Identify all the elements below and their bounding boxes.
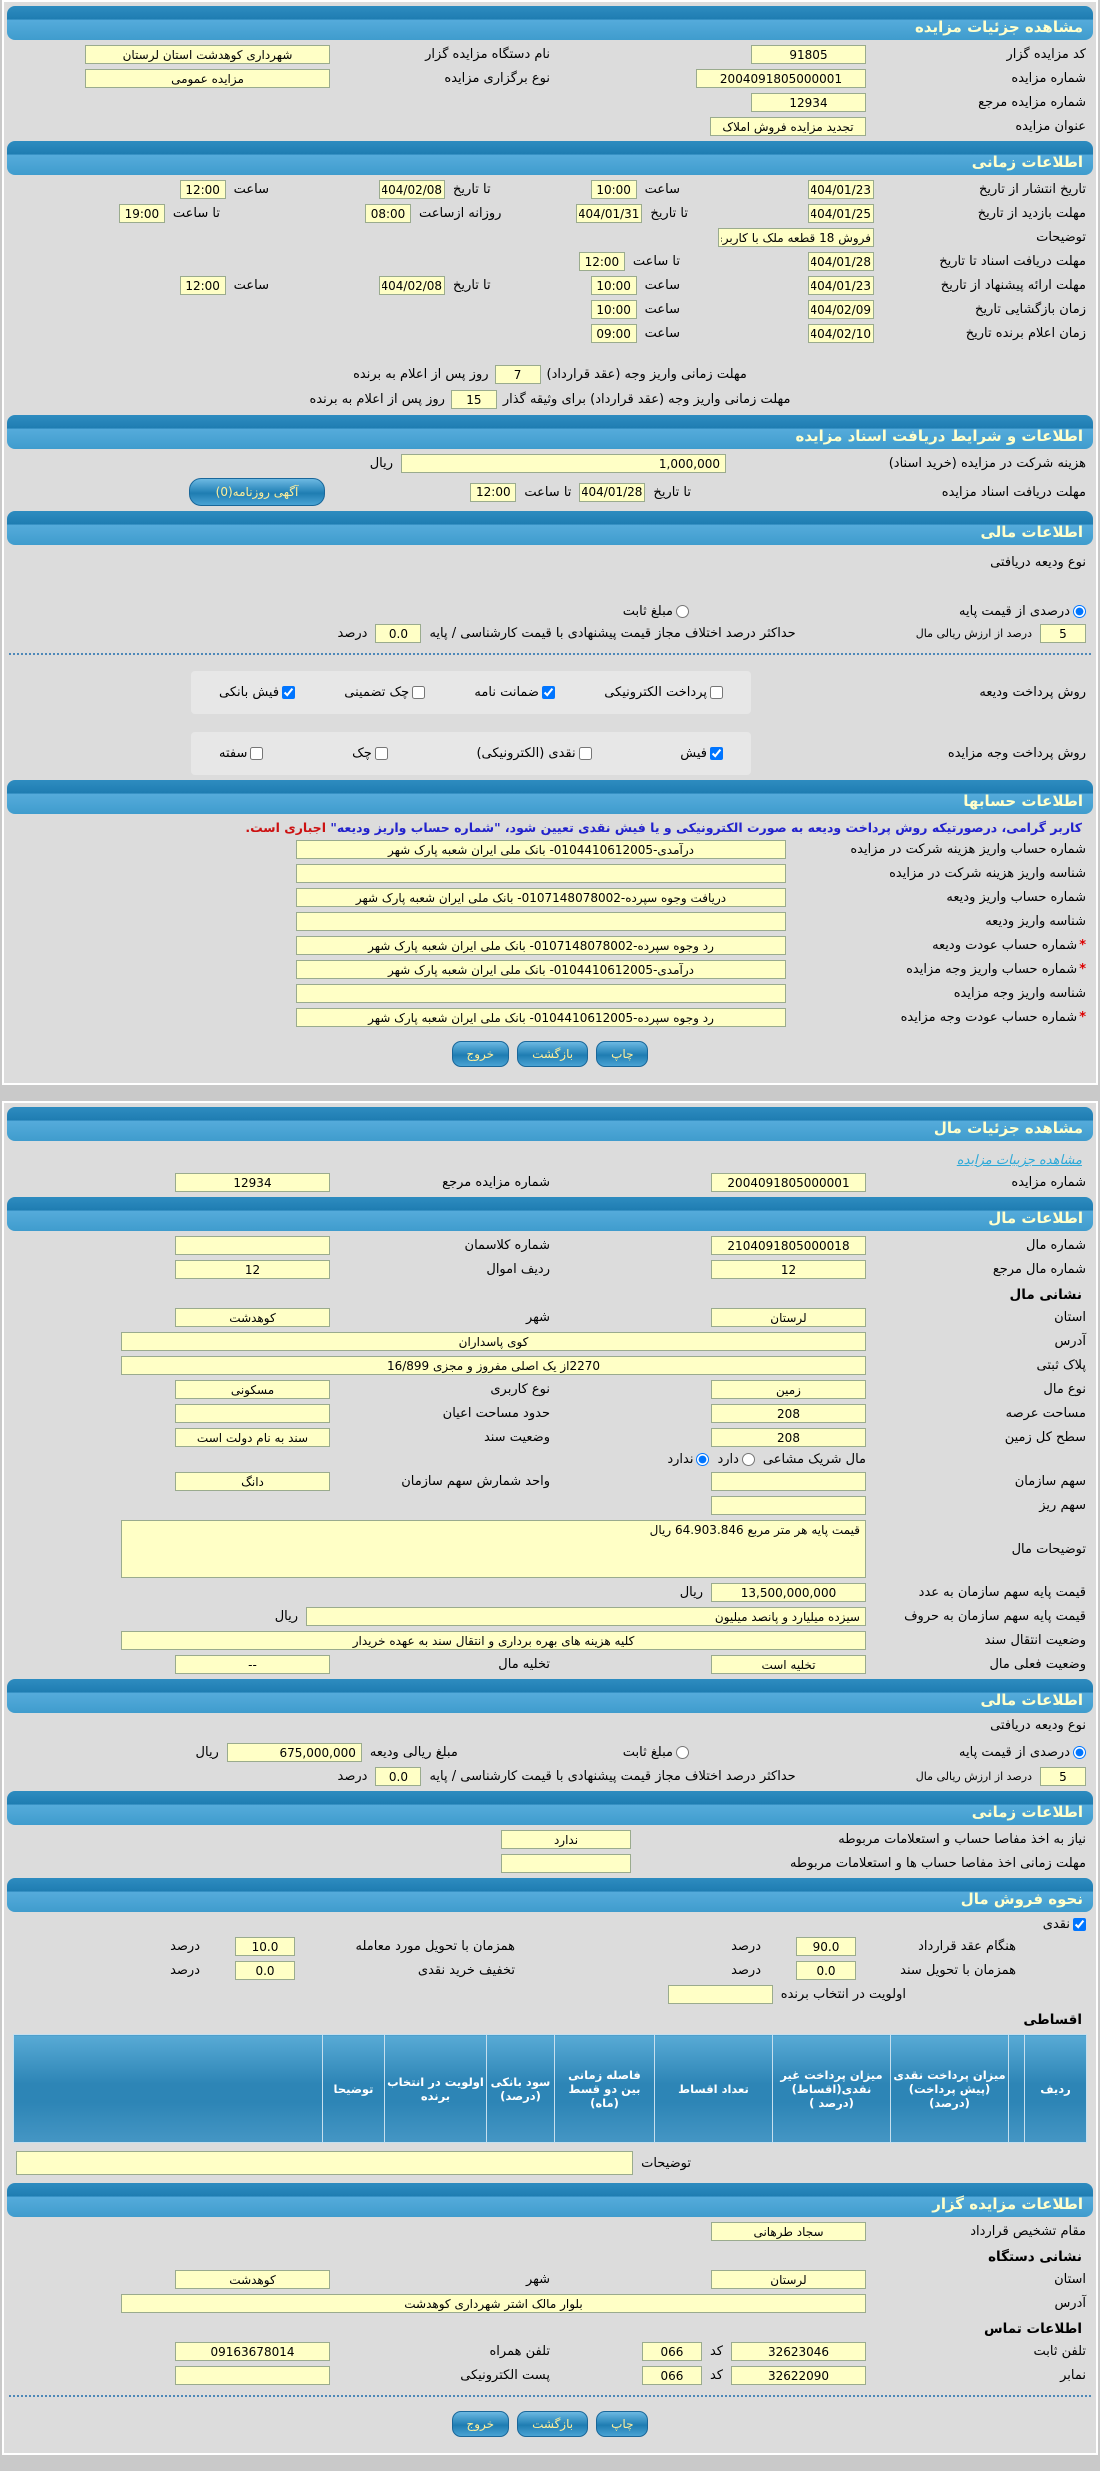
publish-to-hour-field[interactable] xyxy=(180,180,226,199)
hour-label: ساعت xyxy=(644,302,680,317)
total-land-field[interactable] xyxy=(711,1428,866,1447)
org-share-label: سهم سازمان xyxy=(1014,1474,1086,1489)
deposit-type-label: نوع ودیعه دریافتی xyxy=(990,555,1086,570)
section-header-asset-financial xyxy=(7,1679,1093,1713)
section-title: اطلاعات زمانی xyxy=(971,153,1083,171)
cash-discount-label: تخفیف خرید نقدی xyxy=(417,1963,515,1978)
evacuation-label: تخلیه مال xyxy=(498,1657,550,1672)
cash-electronic-option[interactable]: نقدی (الکترونیکی) xyxy=(476,746,591,761)
col-row-number: ردیف xyxy=(1025,2035,1087,2143)
cash-sale-option[interactable]: نقدی xyxy=(1043,1917,1086,1932)
percent-label: درصد xyxy=(731,1963,761,1978)
fax-label: نمابر xyxy=(1060,2368,1086,2383)
section-header-auctioneer xyxy=(7,2183,1093,2217)
section-header-asset-time xyxy=(7,1791,1093,1825)
rial-label: ریال xyxy=(369,456,393,471)
hasnot-radio[interactable] xyxy=(696,1453,709,1466)
section-header-time-info xyxy=(7,141,1093,175)
province-label: استان xyxy=(1054,2272,1086,2287)
to-date-label: تا تاریخ xyxy=(653,484,691,500)
max-diff-field[interactable] xyxy=(375,1767,421,1786)
opening-time-label: زمان بازگشایی تاریخ xyxy=(975,302,1086,317)
required-asterisk: * xyxy=(1079,962,1086,977)
current-status-label: وضعیت فعلی مال xyxy=(989,1657,1086,1672)
auction-payment-method-label: روش پرداخت وجه مزایده xyxy=(947,746,1086,761)
hour-label: ساعت xyxy=(644,278,680,293)
section-title: اطلاعات مزایده گزار xyxy=(932,2195,1083,2213)
pay-deadline-days-field[interactable] xyxy=(495,365,541,384)
opening-hour-field[interactable] xyxy=(591,300,637,319)
pay-deadline-guarantor-label: مهلت زمانی واریز وجه (عقد قرارداد) برای وثیقه گذار xyxy=(502,392,791,407)
deposit-payment-method-label: روش پرداخت ودیعه xyxy=(979,685,1086,700)
section-title: مشاهده جزئیات مال xyxy=(933,1119,1083,1137)
section-header-auction-details xyxy=(7,6,1093,40)
section-title: اطلاعات و شرایط دریافت اسناد مزایده xyxy=(795,427,1083,445)
registration-plate-label: پلاک ثبتی xyxy=(1036,1358,1086,1373)
winner-hour-field[interactable] xyxy=(591,324,637,343)
base-price-words-label: قیمت پایه سهم سازمان به حروف xyxy=(904,1609,1086,1624)
to-hour-label: تا ساعت xyxy=(172,206,220,221)
section-title: اطلاعات مال xyxy=(988,1209,1083,1227)
guarantee-option[interactable]: ضمانت نامه xyxy=(474,685,555,700)
offer-deadline-label: مهلت ارائه پیشنهاد از تاریخ xyxy=(940,278,1086,293)
auction-ref-field[interactable] xyxy=(751,93,866,112)
org-name-field[interactable] xyxy=(85,45,330,64)
to-date-label: تا تاریخ xyxy=(453,278,491,293)
base-price-number-label: قیمت پایه سهم سازمان به عدد xyxy=(918,1585,1086,1600)
shared-hasnot-option[interactable]: ندارد xyxy=(667,1452,709,1467)
docs-receive-date-field[interactable] xyxy=(579,483,645,502)
time-desc-field[interactable] xyxy=(718,228,874,247)
visit-to-hour-field[interactable] xyxy=(119,204,165,223)
deposit-amount-label: مبلغ ریالی ودیعه xyxy=(369,1745,458,1760)
bank-slip-checkbox[interactable] xyxy=(282,686,295,699)
winner-announce-label: زمان اعلام برنده تاریخ xyxy=(965,326,1086,341)
deposit-type-percent-option[interactable]: درصدی از قیمت پایه xyxy=(959,604,1086,619)
col-winner-priority: اولویت در انتخاب برنده xyxy=(385,2035,487,2143)
publish-to-date-field[interactable] xyxy=(379,180,445,199)
fee-deposit-account-field[interactable] xyxy=(296,840,786,859)
auction-return-account-field[interactable] xyxy=(296,1008,786,1027)
offer-from-hour-field[interactable] xyxy=(591,276,637,295)
section-title: اطلاعات حسابها xyxy=(963,792,1083,810)
address-label: آدرس xyxy=(1054,2296,1086,2311)
auction-ref-label: شماره مزایده مرجع xyxy=(978,95,1086,110)
fee-deposit-account-label: شماره حساب واریز هزینه شرکت در مزایده xyxy=(850,842,1086,857)
section-title: اطلاعات مالی xyxy=(980,523,1083,541)
org-share-field[interactable] xyxy=(711,1472,866,1491)
bidder-code-label: کد مزایده گزار xyxy=(1006,47,1086,62)
at-contract-label: هنگام عقد قرارداد xyxy=(918,1939,1016,1954)
promissory-checkbox[interactable] xyxy=(250,747,263,760)
docs-deadline-hour-field[interactable] xyxy=(579,252,625,271)
address-label: آدرس xyxy=(1054,1334,1086,1349)
max-diff-label: حداکثر درصد اختلاف مجاز قیمت پیشنهادی با قیمت کارشناسی / پایه xyxy=(429,626,796,641)
percent-of-base-radio[interactable] xyxy=(1073,605,1086,618)
dotted-divider xyxy=(9,2395,1091,2397)
classification-number-label: شماره کلاسمان xyxy=(464,1238,550,1253)
code-label: کد xyxy=(709,2344,723,2359)
deposit-type-fixed-option[interactable]: مبلغ ثابت xyxy=(623,1745,689,1760)
land-area-field[interactable] xyxy=(711,1404,866,1423)
landline-label: تلفن ثابت xyxy=(1033,2344,1086,2359)
shared-has-option[interactable]: دارد xyxy=(717,1452,754,1467)
rial-label: ریال xyxy=(195,1745,219,1760)
days-after-winner-label: روز پس از اعلام به برنده xyxy=(309,392,445,407)
deposit-account-label: شماره حساب واریز ودیعه xyxy=(946,890,1086,905)
docs-deadline-label: مهلت دریافت اسناد تا تاریخ xyxy=(939,254,1086,269)
exit-button[interactable]: خروج xyxy=(452,1041,510,1067)
auction-number-field[interactable] xyxy=(696,69,866,88)
asset-number-field[interactable] xyxy=(711,1236,866,1255)
to-hour-label: تا ساعت xyxy=(524,484,572,500)
auction-pay-account-field[interactable] xyxy=(296,960,786,979)
percent-label: درصد xyxy=(337,626,368,641)
offer-from-date-field[interactable] xyxy=(808,276,874,295)
asset-ref-field[interactable] xyxy=(711,1260,866,1279)
asset-ref-label: شماره مال مرجع xyxy=(992,1262,1086,1277)
asset-desc-field[interactable] xyxy=(121,1520,866,1578)
classification-number-field[interactable] xyxy=(175,1236,330,1255)
publish-date-label: تاریخ انتشار از تاریخ xyxy=(978,182,1086,197)
asset-row-label: ردیف اموال xyxy=(486,1262,550,1277)
deed-transfer-label: وضعیت انتقال سند xyxy=(984,1633,1086,1648)
opening-date-field[interactable] xyxy=(808,300,874,319)
secured-cheque-option[interactable]: چک تضمینی xyxy=(344,685,425,700)
auction-title-label: عنوان مزایده xyxy=(1015,119,1086,134)
winner-date-field[interactable] xyxy=(808,324,874,343)
newspaper-ads-button[interactable]: آگهی روزنامه(0) xyxy=(189,478,326,506)
dotted-divider xyxy=(9,653,1091,655)
hour-label: ساعت xyxy=(233,278,270,293)
visit-to-date-field[interactable] xyxy=(576,204,642,223)
auction-details-link[interactable]: مشاهده جزییات مزایده xyxy=(956,1153,1082,1168)
promissory-option[interactable]: سفته xyxy=(219,746,263,761)
docs-receive-deadline-label: مهلت دریافت اسناد مزایده xyxy=(941,484,1086,500)
usage-type-field[interactable] xyxy=(175,1380,330,1399)
land-area-label: مساحت عرصه xyxy=(1005,1406,1086,1421)
cash-electronic-checkbox[interactable] xyxy=(579,747,592,760)
visit-deadline-label: مهلت بازدید از تاریخ xyxy=(977,206,1086,221)
city-label: شهر xyxy=(525,1310,550,1325)
asset-type-label: نوع مال xyxy=(1043,1382,1086,1397)
hour-label: ساعت xyxy=(233,182,270,197)
section-header-docs-conditions xyxy=(7,415,1093,449)
agency-address-field[interactable] xyxy=(121,2294,866,2313)
deed-status-label: وضعیت سند xyxy=(483,1430,550,1445)
section-header-asset-info xyxy=(7,1197,1093,1231)
fixed-amount-radio[interactable] xyxy=(676,1746,689,1759)
section-header-accounts xyxy=(7,780,1093,814)
deposit-account-field[interactable] xyxy=(296,888,786,907)
bidder-code-field[interactable] xyxy=(751,45,866,64)
publish-from-date-field[interactable] xyxy=(808,180,874,199)
deposit-return-account-field[interactable] xyxy=(296,936,786,955)
section-header-financial-info xyxy=(7,511,1093,545)
contract-officer-label: مقام تشخیص قرارداد xyxy=(970,2224,1086,2239)
deposit-return-account-label: *شماره حساب عودت ودیعه xyxy=(932,938,1086,953)
at-delivery-label: همزمان با تحویل مورد معامله xyxy=(355,1939,515,1954)
docs-receive-hour-field[interactable] xyxy=(470,483,516,502)
auction-pay-account-label: *شماره حساب واریز وجه مزایده xyxy=(906,962,1086,977)
section-title: مشاهده جزئیات مزایده xyxy=(914,18,1083,36)
org-name-label: نام دستگاه مزایده گزار xyxy=(425,47,550,62)
rial-label: ریال xyxy=(274,1609,298,1624)
auction-pay-id-field[interactable] xyxy=(296,984,786,1003)
mobile-field[interactable] xyxy=(175,2342,330,2361)
publish-from-hour-field[interactable] xyxy=(591,180,637,199)
cheque-option[interactable]: چک xyxy=(352,746,388,761)
share-unit-label: واحد شمارش سهم سازمان xyxy=(401,1474,550,1489)
mobile-label: تلفن همراه xyxy=(489,2344,550,2359)
share-unit-field[interactable] xyxy=(175,1472,330,1491)
at-contract-field[interactable] xyxy=(796,1937,856,1956)
exit-button[interactable]: خروج xyxy=(452,2411,510,2437)
sale-desc-label: توضیحات xyxy=(641,2155,691,2171)
cash-sale-checkbox[interactable] xyxy=(1073,1918,1086,1931)
bank-slip-option[interactable]: فیش بانکی xyxy=(219,685,295,700)
required-asterisk: * xyxy=(1079,938,1086,953)
landline-code-field[interactable] xyxy=(642,2342,702,2361)
epay-option[interactable]: پرداخت الکترونیکی xyxy=(604,685,723,700)
deposit-percent-field[interactable] xyxy=(1040,1767,1086,1786)
auction-panel xyxy=(2,0,1098,1085)
daily-from-hour-label: روزانه ازساعت xyxy=(418,206,502,221)
percent-label: درصد xyxy=(731,1939,761,1954)
offer-to-hour-field[interactable] xyxy=(180,276,226,295)
visit-from-date-field[interactable] xyxy=(808,204,874,223)
asset-panel xyxy=(2,1101,1098,2455)
offer-to-date-field[interactable] xyxy=(379,276,445,295)
required-asterisk: * xyxy=(1079,1010,1086,1025)
cheque-checkbox[interactable] xyxy=(375,747,388,760)
clearance-deadline-field[interactable] xyxy=(501,1854,631,1873)
total-land-label: سطح کل زمین xyxy=(1004,1430,1086,1445)
at-deed-transfer-field[interactable] xyxy=(796,1961,856,1980)
base-price-number-field[interactable] xyxy=(711,1583,866,1602)
contact-info-subheading: اطلاعات تماس xyxy=(984,2321,1082,2337)
agency-address-subheading: نشانی دستگاه xyxy=(988,2249,1082,2265)
sale-desc-field[interactable] xyxy=(16,2151,633,2175)
asset-address-subheading: نشانی مال xyxy=(1009,1287,1082,1303)
evacuation-field[interactable] xyxy=(175,1655,330,1674)
auction-ref-label: شماره مزایده مرجع xyxy=(442,1175,550,1190)
hour-label: ساعت xyxy=(644,182,680,197)
max-diff-label: حداکثر درصد اختلاف مجاز قیمت پیشنهادی با قیمت کارشناسی / پایه xyxy=(429,1769,796,1784)
deposit-payment-options xyxy=(191,671,751,714)
fax-field[interactable] xyxy=(731,2366,866,2385)
winner-priority-label: اولویت در انتخاب برنده xyxy=(780,1987,906,2002)
asset-row-field[interactable] xyxy=(175,1260,330,1279)
auction-pay-id-label: شناسه واریز وجه مزایده xyxy=(953,986,1086,1001)
auction-title-field[interactable] xyxy=(710,117,866,136)
city-field[interactable] xyxy=(175,1308,330,1327)
shared-owner-label: مال شریک مشاعی xyxy=(762,1452,866,1467)
asset-desc-label: توضیحات مال xyxy=(1011,1541,1086,1557)
col-installment-interval: فاصله زمانی بین دو قسط (ماه) xyxy=(555,2035,655,2143)
section-title: اطلاعات مالی xyxy=(980,1691,1083,1709)
agency-city-field[interactable] xyxy=(175,2270,330,2289)
visit-from-hour-field[interactable] xyxy=(365,204,411,223)
building-area-label: حدود مساحت اعیان xyxy=(442,1406,550,1421)
deposit-percent-field[interactable] xyxy=(1040,624,1086,643)
guarantee-checkbox[interactable] xyxy=(542,686,555,699)
epay-checkbox[interactable] xyxy=(710,686,723,699)
contract-officer-field[interactable] xyxy=(711,2222,866,2241)
percent-label: درصد xyxy=(337,1769,368,1784)
section-header-sale-method xyxy=(7,1878,1093,1912)
clearance-needed-label: نیاز به اخذ مفاصا حساب و استعلامات مربوطه xyxy=(838,1832,1086,1847)
building-area-field[interactable] xyxy=(175,1404,330,1423)
province-field[interactable] xyxy=(711,1308,866,1327)
back-button[interactable]: بازگشت xyxy=(517,2411,588,2437)
accounts-notice: کاربر گرامی، درصورتیکه روش پرداخت ودیعه به صورت الکترونیکی و یا فیش نقدی تعیین شود، "شماره حساب واریز ودیعه" اجباری است. xyxy=(245,820,1082,835)
asset-type-field[interactable] xyxy=(711,1380,866,1399)
fee-deposit-id-field[interactable] xyxy=(296,864,786,883)
to-hour-label: تا ساعت xyxy=(632,254,680,269)
deposit-id-label: شناسه واریز ودیعه xyxy=(985,914,1086,929)
fish-checkbox[interactable] xyxy=(710,747,723,760)
section-header-asset-details xyxy=(7,1107,1093,1141)
deposit-type-label: نوع ودیعه دریافتی xyxy=(990,1718,1086,1733)
percent-of-value-label: درصد از ارزش ریالی مال xyxy=(915,627,1032,640)
cash-discount-field[interactable] xyxy=(235,1961,295,1980)
percent-label: درصد xyxy=(170,1939,200,1954)
col-cash-payment: میزان پرداخت نقدی (پیش پرداخت) (درصد) xyxy=(891,2035,1009,2143)
hour-label: ساعت xyxy=(644,326,680,341)
print-button[interactable]: چاپ xyxy=(596,1041,648,1067)
fixed-amount-radio[interactable] xyxy=(676,605,689,618)
to-date-label: تا تاریخ xyxy=(650,206,688,221)
clearance-deadline-label: مهلت زمانی اخذ مفاصا حساب ها و استعلامات مربوطه xyxy=(789,1856,1086,1871)
deed-transfer-field[interactable] xyxy=(121,1631,866,1650)
at-deed-transfer-label: همزمان با تحویل سند xyxy=(900,1963,1016,1978)
deposit-type-fixed-option[interactable]: مبلغ ثابت xyxy=(623,604,689,619)
col-remarks: توضیحا xyxy=(323,2035,385,2143)
base-price-words-field[interactable] xyxy=(306,1607,866,1626)
deposit-type-percent-option[interactable]: درصدی از قیمت پایه xyxy=(959,1745,1086,1760)
city-label: شهر xyxy=(525,2272,550,2287)
auction-type-label: نوع برگزاری مزایده xyxy=(444,71,550,86)
address-field[interactable] xyxy=(121,1332,866,1351)
print-button[interactable]: چاپ xyxy=(596,2411,648,2437)
asset-number-label: شماره مال xyxy=(1026,1238,1086,1253)
secured-cheque-checkbox[interactable] xyxy=(412,686,425,699)
docs-deadline-date-field[interactable] xyxy=(808,252,874,271)
days-after-winner-label: روز پس از اعلام به برنده xyxy=(353,367,489,382)
email-label: پست الکترونیکی xyxy=(460,2368,550,2383)
rial-label: ریال xyxy=(679,1585,703,1600)
usage-type-label: نوع کاربری xyxy=(490,1382,550,1397)
email-field[interactable] xyxy=(175,2366,330,2385)
col-installment-count: تعداد اقساط xyxy=(655,2035,773,2143)
col-blank xyxy=(1009,2035,1025,2143)
landline-field[interactable] xyxy=(731,2342,866,2361)
deposit-amount-field[interactable] xyxy=(227,1743,362,1762)
sub-share-field[interactable] xyxy=(711,1496,866,1515)
sub-share-label: سهم ریز xyxy=(1039,1498,1086,1513)
fish-option[interactable]: فیش xyxy=(680,746,723,761)
clearance-needed-field[interactable] xyxy=(501,1830,631,1849)
at-delivery-field[interactable] xyxy=(235,1937,295,1956)
auction-number-field[interactable] xyxy=(711,1173,866,1192)
installment-table xyxy=(13,2034,1087,2143)
auction-type-field[interactable] xyxy=(85,69,330,88)
auction-number-label: شماره مزایده xyxy=(1011,71,1086,86)
fee-deposit-id-label: شناسه واریز هزینه شرکت در مزایده xyxy=(889,866,1086,881)
auction-ref-field[interactable] xyxy=(175,1173,330,1192)
participation-fee-field[interactable] xyxy=(401,454,726,473)
max-diff-field[interactable] xyxy=(375,624,421,643)
auction-payment-options xyxy=(191,732,751,775)
col-bank-interest: سود بانکی (درصد) xyxy=(487,2035,555,2143)
time-desc-label: توضیحات xyxy=(1036,230,1086,245)
fax-code-field[interactable] xyxy=(642,2366,702,2385)
agency-province-field[interactable] xyxy=(711,2270,866,2289)
participation-fee-label: هزینه شرکت در مزایده (خرید اسناد) xyxy=(888,456,1086,471)
pay-deadline-guarantor-days-field[interactable] xyxy=(451,390,497,409)
winner-priority-field[interactable] xyxy=(668,1985,773,2004)
col-blank-wide xyxy=(14,2035,323,2143)
deed-status-field[interactable] xyxy=(175,1428,330,1447)
col-noncash-payment: میزان پرداخت غیر نقدی(اقساط) (درصد ) xyxy=(773,2035,891,2143)
current-status-field[interactable] xyxy=(711,1655,866,1674)
has-radio[interactable] xyxy=(742,1453,755,1466)
auction-return-account-label: *شماره حساب عودت وجه مزایده xyxy=(900,1010,1086,1025)
installment-subheading: اقساطی xyxy=(1023,2012,1082,2028)
registration-plate-field[interactable] xyxy=(121,1356,866,1375)
code-label: کد xyxy=(709,2368,723,2383)
back-button[interactable]: بازگشت xyxy=(517,1041,588,1067)
province-label: استان xyxy=(1054,1310,1086,1325)
percent-label: درصد xyxy=(170,1963,200,1978)
to-date-label: تا تاریخ xyxy=(453,182,491,197)
auction-number-label: شماره مزایده xyxy=(1011,1175,1086,1190)
deposit-id-field[interactable] xyxy=(296,912,786,931)
section-title: اطلاعات زمانی xyxy=(971,1803,1083,1821)
pay-deadline-label: مهلت زمانی واریز وجه (عقد قرارداد) xyxy=(546,367,747,382)
percent-of-value-label: درصد از ارزش ریالی مال xyxy=(915,1770,1032,1783)
percent-of-base-radio[interactable] xyxy=(1073,1746,1086,1759)
section-title: نحوه فروش مال xyxy=(960,1890,1083,1908)
